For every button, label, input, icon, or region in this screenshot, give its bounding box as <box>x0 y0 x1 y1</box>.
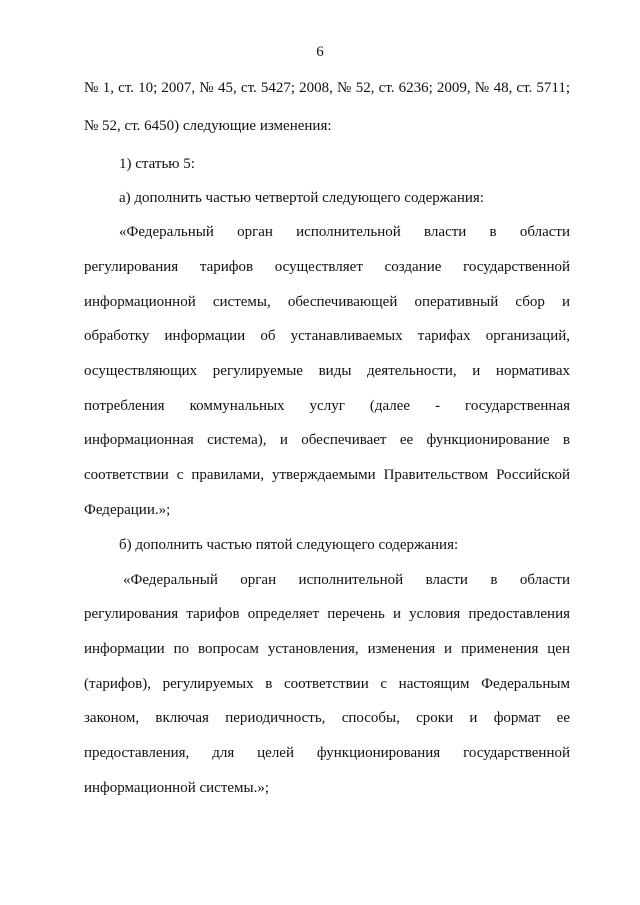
text-line: б) дополнить частью пятой следующего содержания: <box>119 537 459 553</box>
text-line: информационной системы.»; <box>84 780 270 796</box>
text-line: регулирования тарифов определяет перечень и условия предоставления <box>84 606 570 622</box>
text-line: 1) статью 5: <box>119 156 195 172</box>
text-line: № 1, ст. 10; 2007, № 45, ст. 5427; 2008, № 52, ст. 6236; 2009, № 48, ст. 5711; <box>84 80 570 96</box>
text-line: предоставления, для целей функционирования государственной <box>84 745 570 761</box>
text-line: законом, включая периодичность, способы, сроки и формат ее <box>84 710 570 726</box>
text-line: Федерации.»; <box>84 502 171 518</box>
text-line: потребления коммунальных услуг (далее - государственная <box>84 398 570 414</box>
text-line: осуществляющих регулируемые виды деятельности, и нормативах <box>84 363 570 379</box>
text-line: № 52, ст. 6450) следующие изменения: <box>84 118 332 134</box>
text-line: соответствии с правилами, утверждаемыми Правительством Российской <box>84 467 570 483</box>
text-line: «Федеральный орган исполнительной власти в области <box>123 572 570 588</box>
text-line: информационная система), и обеспечивает ее функционирование в <box>84 432 570 448</box>
text-line: обработку информации об устанавливаемых тарифах организаций, <box>84 328 570 344</box>
text-line: информационной системы, обеспечивающей оперативный сбор и <box>84 294 570 310</box>
text-line: регулирования тарифов осуществляет создание государственной <box>84 259 570 275</box>
page-number: 6 <box>316 44 324 60</box>
text-line: информации по вопросам установления, изменения и применения цен <box>84 641 570 657</box>
text-line: «Федеральный орган исполнительной власти в области <box>119 224 570 240</box>
text-line: (тарифов), регулируемых в соответствии с настоящим Федеральным <box>84 676 570 692</box>
text-line: а) дополнить частью четвертой следующего содержания: <box>119 190 484 206</box>
